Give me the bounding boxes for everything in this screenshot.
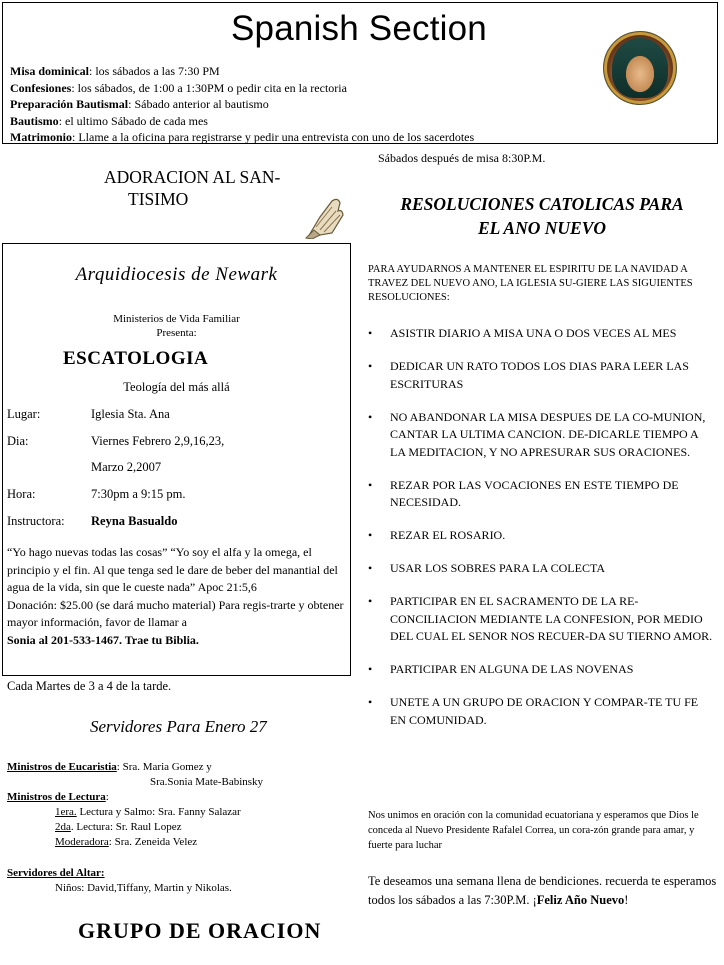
list-item bbox=[368, 477, 716, 512]
schedule-line-bautismo bbox=[10, 113, 474, 130]
row-key: Instructora: bbox=[7, 514, 65, 528]
list-item bbox=[368, 325, 716, 343]
grupo-oracion-heading: GRUPO DE ORACION bbox=[78, 918, 322, 943]
bullet-icon: • bbox=[368, 359, 373, 373]
resoluciones-list bbox=[368, 325, 716, 745]
ministerios-line: Ministerios de Vida Familiar bbox=[113, 313, 240, 325]
praying-hands-icon bbox=[302, 197, 348, 239]
page-title: Spanish Section bbox=[231, 9, 487, 48]
bullet-icon: • bbox=[368, 326, 373, 340]
final-blessing bbox=[368, 872, 718, 910]
teologia-subtitle: Teología del más allá bbox=[123, 380, 230, 394]
adoracion-line-1: ADORACION AL SAN- bbox=[104, 167, 281, 187]
list-item bbox=[368, 409, 716, 462]
moderadora-line bbox=[7, 835, 263, 850]
arquidiocesis-title: Arquidiocesis de Newark bbox=[75, 264, 278, 285]
schedule-line-misa bbox=[10, 63, 474, 80]
schedule-text: : los sábados a las 7:30 PM bbox=[89, 64, 220, 78]
schedule-line-confesiones bbox=[10, 80, 474, 97]
final-text: Te deseamos una semana llena de bendiciones. recuerda te esperamos todos los sábados a las 7:30P.M. ¡ bbox=[368, 874, 717, 907]
list-item-text: DEDICAR UN RATO TODOS LOS DIAS PARA LEER LAS ESCRITURAS bbox=[390, 359, 689, 391]
altar-text: Niños: David,Tiffany, Martin y Nikolas. bbox=[55, 882, 232, 894]
schedule-text: : Llame a la oficina para registrarse y pedir una entrevista con uno de los sacerdotes bbox=[72, 130, 475, 144]
servidores-title: Servidores Para Enero 27 bbox=[90, 717, 267, 736]
adoracion-line-2: TISIMO bbox=[128, 189, 189, 209]
resoluciones-intro: PARA AYUDARNOS A MANTENER EL ESPIRITU DE LA NAVIDAD A TRAVEZ DEL NUEVO ANO, LA IGLESIA SU-GIERE LAS SIGUIENTES RESOLUCIONES: bbox=[368, 264, 693, 303]
final-end: ! bbox=[624, 893, 629, 907]
list-item-text: USAR LOS SOBRES PARA LA COLECTA bbox=[390, 561, 605, 575]
schedule-line-matrimonio bbox=[10, 129, 474, 146]
primera-text: Lectura y Salmo: Sra. Fanny Salazar bbox=[76, 806, 241, 818]
bullet-icon: • bbox=[368, 477, 373, 492]
list-item-text: PARTICIPAR EN EL SACRAMENTO DE LA RE-CONCILIACION MEDIANTE LA CONFESION, POR MEDIO DEL CUAL EL SENOR NOS RECUER-DA SU TIERNO AMOR. bbox=[390, 594, 713, 643]
eucaristia-label: Ministros de Eucaristia bbox=[7, 761, 117, 773]
resoluciones-title-line-1: RESOLUCIONES CATOLICAS PARA bbox=[400, 194, 684, 214]
primera-lectura-line bbox=[7, 805, 263, 820]
row-key: Hora: bbox=[7, 487, 36, 501]
eucaristia-text: : Sra. Maria Gomez y bbox=[116, 761, 212, 773]
row-value: Reyna Basualdo bbox=[91, 514, 178, 528]
bullet-icon: • bbox=[368, 528, 373, 542]
header-box bbox=[2, 2, 718, 144]
list-item-text: REZAR EL ROSARIO. bbox=[390, 528, 506, 542]
contact-text: Sonia al 201-533-1467. Trae tu Biblia. bbox=[7, 632, 199, 647]
schedule-label: Preparación Bautismal bbox=[10, 97, 129, 111]
list-item bbox=[368, 358, 716, 393]
list-item bbox=[368, 694, 716, 729]
row-value: Marzo 2,2007 bbox=[91, 460, 162, 474]
bullet-icon: • bbox=[368, 662, 373, 676]
bullet-icon: • bbox=[368, 561, 373, 575]
resoluciones-title bbox=[366, 192, 718, 240]
escatologia-title: ESCATOLOGIA bbox=[63, 348, 209, 369]
schedule-label: Bautismo bbox=[10, 113, 59, 128]
resoluciones-title-line-2: EL ANO NUEVO bbox=[477, 218, 607, 238]
segunda-text: . Lectura: Sr. Raul Lopez bbox=[70, 821, 182, 833]
list-item bbox=[368, 527, 716, 545]
cada-martes-text: Cada Martes de 3 a 4 de la tarde. bbox=[7, 679, 172, 693]
donacion-text: Donación: $25.00 (se dará mucho material) Para regis-trarte y obtener mayor información, favor de llamar a bbox=[7, 597, 344, 629]
presenta-line: Presenta: bbox=[156, 327, 197, 339]
bullet-icon: • bbox=[368, 409, 373, 424]
primera-label: 1era. bbox=[55, 806, 77, 818]
feliz-ano-nuevo: Feliz Año Nuevo bbox=[536, 893, 625, 907]
schedule-text: : el ultimo Sábado de cada mes bbox=[58, 113, 208, 128]
moderadora-text: : Sra. Zeneida Velez bbox=[108, 836, 198, 848]
schedule-text: : los sábados, de 1:00 a 1:30PM o pedir cita en la rectoria bbox=[71, 80, 347, 95]
row-key: Dia: bbox=[7, 434, 29, 448]
ministerios-text bbox=[3, 312, 350, 340]
segunda-lectura-line bbox=[7, 820, 263, 835]
schedule-label: Matrimonio bbox=[10, 130, 72, 144]
row-value: Iglesia Sta. Ana bbox=[91, 407, 170, 421]
altar-line bbox=[7, 866, 263, 881]
lectura-colon: : bbox=[105, 791, 109, 803]
list-item bbox=[368, 593, 716, 646]
bullet-icon: • bbox=[368, 695, 373, 709]
servidores-list bbox=[7, 760, 263, 896]
ecuatoriana-text: Nos unimos en oración con la comunidad ecuatoriana y esperamos que Dios le conceda al Nuevo Presidente Rafalel Correa, un cora-zón grande para amar, y fuerte para luchar bbox=[368, 810, 699, 851]
escatologia-box bbox=[2, 243, 351, 676]
eucaristia-line-2: Sra.Sonia Mate-Babinsky bbox=[150, 776, 264, 788]
quote-block bbox=[7, 544, 345, 649]
list-item-text: NO ABANDONAR LA MISA DESPUES DE LA CO-MUNION, CANTAR LA ULTIMA CANCION. DE-DICARLE TIEMPO A LA MEDITACION, Y NO APRESURAR SUS ORACIONES. bbox=[390, 409, 706, 459]
list-item-text: REZAR POR LAS VOCACIONES EN ESTE TIEMPO DE NECESIDAD. bbox=[390, 477, 679, 509]
segunda-label: 2da bbox=[55, 821, 71, 833]
list-item bbox=[368, 560, 716, 578]
eucaristia-line bbox=[7, 760, 263, 775]
row-value: 7:30pm a 9:15 pm. bbox=[91, 487, 186, 501]
virgin-mary-image bbox=[603, 31, 677, 105]
schedule-label: Confesiones bbox=[10, 80, 72, 95]
list-item-text: UNETE A UN GRUPO DE ORACION Y COMPAR-TE TU FE EN COMUNIDAD. bbox=[390, 695, 699, 727]
schedule-line-preparacion bbox=[10, 96, 474, 113]
virgin-mary-portrait bbox=[612, 38, 668, 98]
list-item-text: ASISTIR DIARIO A MISA UNA O DOS VECES AL MES bbox=[390, 326, 677, 340]
bullet-icon: • bbox=[368, 594, 373, 608]
list-item-text: PARTICIPAR EN ALGUNA DE LAS NOVENAS bbox=[390, 662, 634, 676]
bible-quote: “Yo hago nuevas todas las cosas” “Yo soy el alfa y la omega, el principio y el fin. Al que tenga sed le dare de beber del manantial del agua de la vida, sin que le cueste nada” Apoc 21:5,6 bbox=[7, 545, 338, 594]
spacer bbox=[7, 850, 263, 866]
lectura-line bbox=[7, 790, 263, 805]
altar-label: Servidores del Altar: bbox=[7, 867, 105, 879]
row-value: Viernes Febrero 2,9,16,23, bbox=[91, 434, 225, 448]
adoracion-schedule: Sábados después de misa 8:30P.M. bbox=[378, 151, 546, 165]
schedule-label: Misa dominical bbox=[10, 64, 90, 78]
list-item bbox=[368, 661, 716, 679]
schedule-info bbox=[10, 63, 474, 146]
schedule-text: : Sábado anterior al bautismo bbox=[128, 97, 269, 111]
lectura-label: Ministros de Lectura bbox=[7, 791, 106, 803]
row-key: Lugar: bbox=[7, 407, 41, 421]
moderadora-label: Moderadora bbox=[55, 836, 109, 848]
